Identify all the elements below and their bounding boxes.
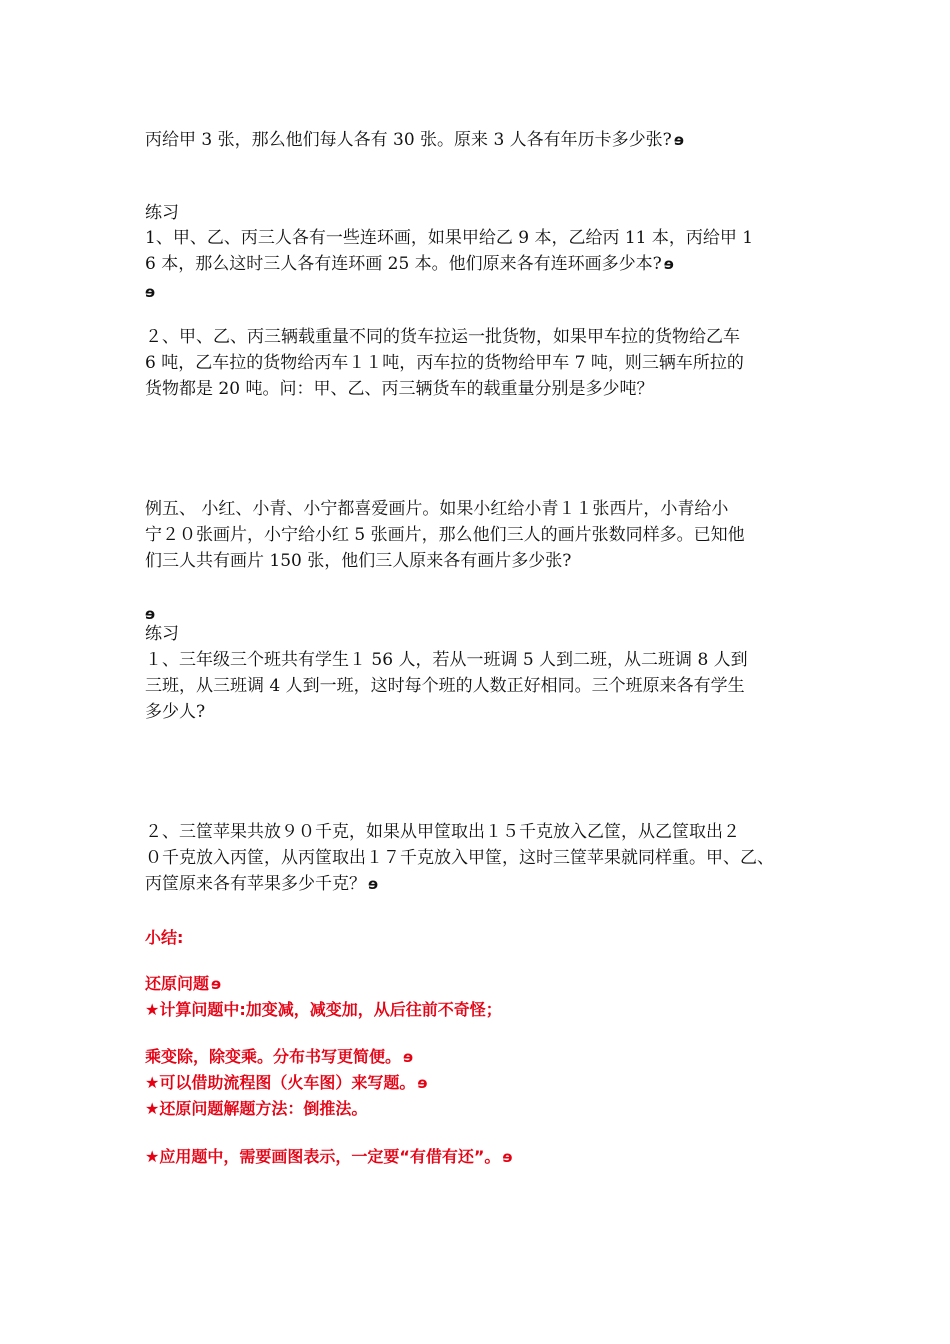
section-heading-practice: 练习 — [145, 203, 179, 223]
paragraph-mark-icon: ɘ — [502, 1148, 513, 1166]
problem-text-line — [145, 127, 684, 153]
exercise-line — [145, 251, 674, 277]
line-text: ★可以借助流程图（火车图）来写题。 — [145, 1073, 416, 1092]
exercise-line — [145, 871, 378, 897]
exercise-line: ０千克放入丙筐，从丙筐取出１７千克放入甲筐，这时三筐苹果就同样重。甲、乙、 — [145, 848, 774, 868]
paragraph-mark-icon: ɘ — [673, 131, 684, 149]
paragraph-mark-icon: ɘ — [211, 975, 222, 993]
summary-line — [145, 1144, 513, 1170]
exercise-line: 货物都是 20 吨。问：甲、乙、丙三辆货车的载重量分别是多少吨？ — [145, 379, 654, 399]
paragraph-mark-icon: ɘ — [145, 283, 156, 301]
exercise-line: 三班，从三班调 4 人到一班，这时每个班的人数正好相同。三个班原来各有学生 — [145, 676, 745, 696]
paragraph-mark-icon: ɘ — [368, 875, 379, 893]
exercise-line: 6 吨，乙车拉的货物给丙车１１吨，丙车拉的货物给甲车 7 吨，则三辆车所拉的 — [145, 353, 744, 373]
line-text: 丙筐原来各有苹果多少千克？ — [145, 874, 366, 894]
summary-line — [145, 971, 221, 997]
example-line: 例五、 小红、小青、小宁都喜爱画片。如果小红给小青１１张西片，小青给小 — [145, 499, 729, 519]
exercise-line: 多少人? — [145, 702, 206, 722]
line-text: 丙给甲 3 张，那么他们每人各有 30 张。原来 3 人各有年历卡多少张? — [145, 130, 672, 150]
exercise-line: 1、甲、乙、丙三人各有一些连环画，如果甲给乙 9 本，乙给丙 11 本，丙给甲 1 — [145, 228, 754, 248]
paragraph-mark-icon: ɘ — [145, 605, 156, 623]
line-text: 6 本，那么这时三人各有连环画 25 本。他们原来各有连环画多少本? — [145, 254, 662, 274]
line-text: 还原问题 — [145, 974, 210, 993]
line-text: 乘变除，除变乘。分布书写更简便。 — [145, 1047, 402, 1066]
paragraph-mark-icon: ɘ — [403, 1048, 414, 1066]
summary-line — [145, 1044, 413, 1070]
example-line: 们三人共有画片 150 张，他们三人原来各有画片多少张? — [145, 551, 572, 571]
summary-line: ★还原问题解题方法：倒推法。 — [145, 1099, 368, 1118]
summary-line: ★计算问题中:加变减，减变加，从后往前不奇怪； — [145, 1000, 502, 1019]
example-line: 宁２０张画片，小宁给小红 5 张画片，那么他们三人的画片张数同样多。已知他 — [145, 525, 745, 545]
exercise-line: ２、三筐苹果共放９０千克，如果从甲筐取出１５千克放入乙筐，从乙筐取出２ — [145, 822, 740, 842]
exercise-line: ２、甲、乙、丙三辆载重量不同的货车拉运一批货物，如果甲车拉的货物给乙车 — [145, 327, 740, 347]
paragraph-mark-icon: ɘ — [417, 1074, 428, 1092]
exercise-line: １、三年级三个班共有学生１ 56 人，若从一班调 5 人到二班，从二班调 8 人到 — [145, 650, 748, 670]
line-text: ★应用题中，需要画图表示，一定要“有借有还”。 — [145, 1147, 501, 1166]
summary-line — [145, 1070, 428, 1096]
paragraph-mark-icon: ɘ — [663, 255, 674, 273]
summary-title: 小结: — [145, 928, 184, 947]
section-heading-practice: 练习 — [145, 624, 179, 644]
